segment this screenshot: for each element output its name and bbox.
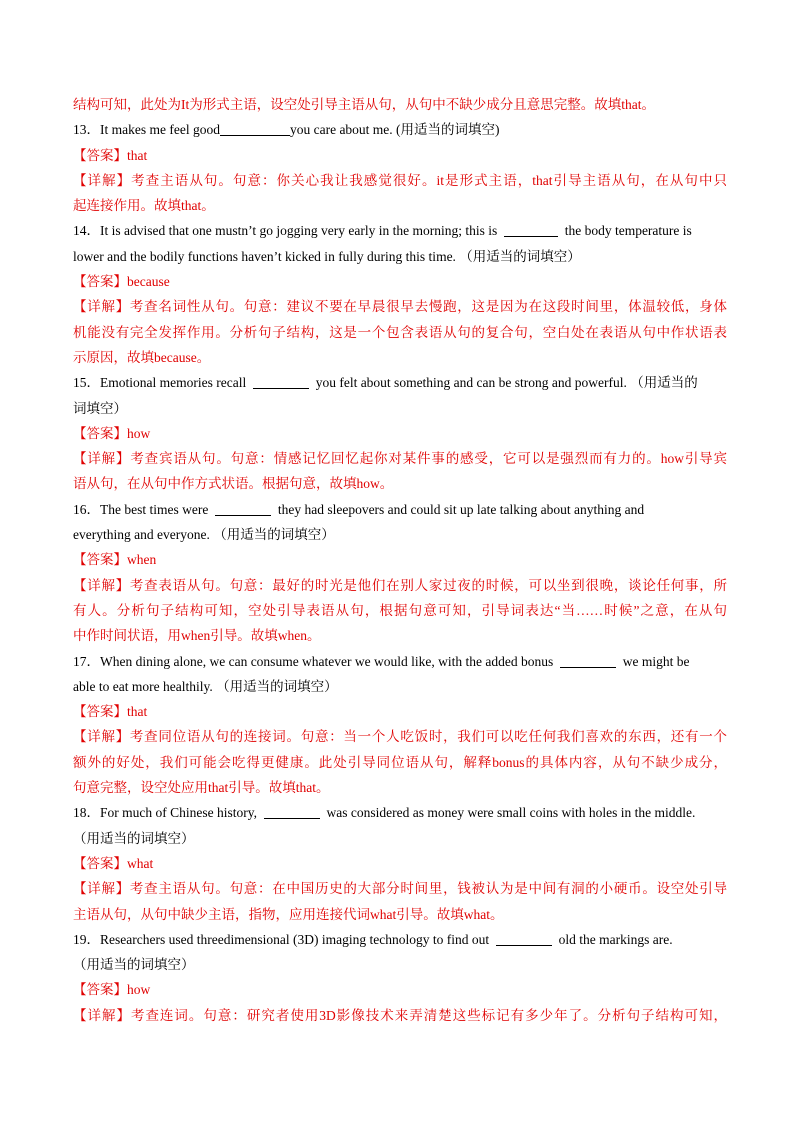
- explanation-19: 【详解】考查连词。句意：研究者使用3D影像技术来弄清楚这些标记有多少年了。分析句子结构可知，: [73, 1007, 727, 1023]
- question-text: 17．When dining alone, we can consume whatever we would like, with the added bonus: [73, 653, 554, 669]
- explanation-17: 额外的好处，我们可能会吃得更健康。此处引导同位语从句，解释bonus的具体内容，从句不缺少成分，: [73, 754, 727, 770]
- fill-blank: [220, 121, 290, 136]
- question-18: （用适当的词填空）: [73, 830, 195, 846]
- answer-16: 【答案】when: [73, 552, 157, 568]
- question-17: [73, 649, 727, 674]
- question-15: 词填空）: [73, 400, 127, 416]
- question-18: [73, 800, 727, 825]
- question-text: you felt about something and can be strong and powerful. （用适当的: [315, 375, 698, 391]
- explanation-17: 句意完整，设空处应用that引导。故填that。: [73, 780, 330, 796]
- question-text: we might be: [622, 653, 690, 669]
- explanation-14: 【详解】考查名词性从句。句意：建议不要在早晨很早去慢跑，这是因为在这段时间里，体温较低，身体: [73, 299, 727, 315]
- question-19: [73, 927, 727, 952]
- explanation-18: 【详解】考查主语从句。句意：在中国历史的大部分时间里，钱被认为是中间有洞的小硬币。设空处引导: [73, 881, 727, 897]
- question-text: you care about me. (用适当的词填空): [289, 122, 500, 138]
- answer-19: 【答案】how: [73, 982, 151, 998]
- question-text: they had sleepovers and could sit up late talking about anything and: [277, 501, 645, 517]
- question-15: [73, 370, 727, 395]
- question-13: [73, 117, 727, 142]
- explanation-13: 起连接作用。故填that。: [73, 198, 215, 214]
- answer-18: 【答案】what: [73, 855, 154, 871]
- explanation-13: 【详解】考查主语从句。句意：你关心我让我感觉很好。it是形式主语，that引导主语从句，在从句中只: [73, 172, 727, 188]
- answer-15: 【答案】how: [73, 425, 151, 441]
- fill-blank: [253, 374, 309, 389]
- fill-blank: [504, 222, 558, 237]
- fill-blank: [264, 804, 320, 819]
- document-content: [73, 92, 727, 1028]
- explanation-16: 有人。分析句子结构可知，空处引导表语从句，根据句意可知，引导词表达“当……时候”之意，在从句: [73, 602, 727, 618]
- question-text: 16．The best times were: [73, 501, 209, 517]
- explanation-15: 【详解】考查宾语从句。句意：情感记忆回忆起你对某件事的感受，它可以是强烈而有力的。how引导宾: [73, 451, 727, 467]
- explanation-15: 语从句，在从句中作方式状语。根据句意，故填how。: [73, 476, 394, 492]
- explanation-18: 主语从句，从句中缺少主语，指物，应用连接代词what引导。故填what。: [73, 906, 504, 922]
- question-text: 15．Emotional memories recall: [73, 375, 247, 391]
- question-text: 14．It is advised that one mustn’t go jogging very early in the morning; this is: [73, 223, 498, 239]
- answer-14: 【答案】because: [73, 274, 170, 290]
- question-16: everything and everyone. （用适当的词填空）: [73, 527, 335, 543]
- question-text: the body temperature is: [564, 223, 692, 239]
- question-text: 19．Researchers used threedimensional (3D) imaging technology to find out: [73, 931, 490, 947]
- question-19: （用适当的词填空）: [73, 957, 195, 973]
- fill-blank: [560, 653, 616, 668]
- question-text: 18．For much of Chinese history,: [73, 805, 257, 821]
- fill-blank: [215, 501, 271, 516]
- explanation-14: 示原因，故填because。: [73, 349, 211, 365]
- question-14: [73, 218, 727, 243]
- explanation-16: 中作时间状语，用when引导。故填when。: [73, 628, 321, 644]
- explanation-continued: 结构可知，此处为It为形式主语，设空处引导主语从句，从句中不缺少成分且意思完整。故填that。: [73, 97, 655, 112]
- question-17: able to eat more healthily. （用适当的词填空）: [73, 678, 338, 694]
- question-16: [73, 497, 727, 522]
- fill-blank: [496, 931, 552, 946]
- explanation-16: 【详解】考查表语从句。句意：最好的时光是他们在别人家过夜的时候，可以坐到很晚，谈论任何事，所: [73, 577, 727, 593]
- question-text: was considered as money were small coins with holes in the middle.: [326, 805, 696, 821]
- question-text: old the markings are.: [558, 931, 673, 947]
- explanation-14: 机能没有完全发挥作用。分析句子结构，这是一个包含表语从句的复合句，空白处在表语从句中作状语表: [73, 324, 727, 340]
- answer-17: 【答案】that: [73, 704, 148, 720]
- explanation-17: 【详解】考查同位语从句的连接词。句意：当一个人吃饭时，我们可以吃任何我们喜欢的东西，还有一个: [73, 729, 727, 745]
- question-14: lower and the bodily functions haven’t kicked in fully during this time. （用适当的词填空）: [73, 248, 581, 264]
- question-text: 13．It makes me feel good: [73, 122, 220, 138]
- answer-13: 【答案】that: [73, 147, 148, 163]
